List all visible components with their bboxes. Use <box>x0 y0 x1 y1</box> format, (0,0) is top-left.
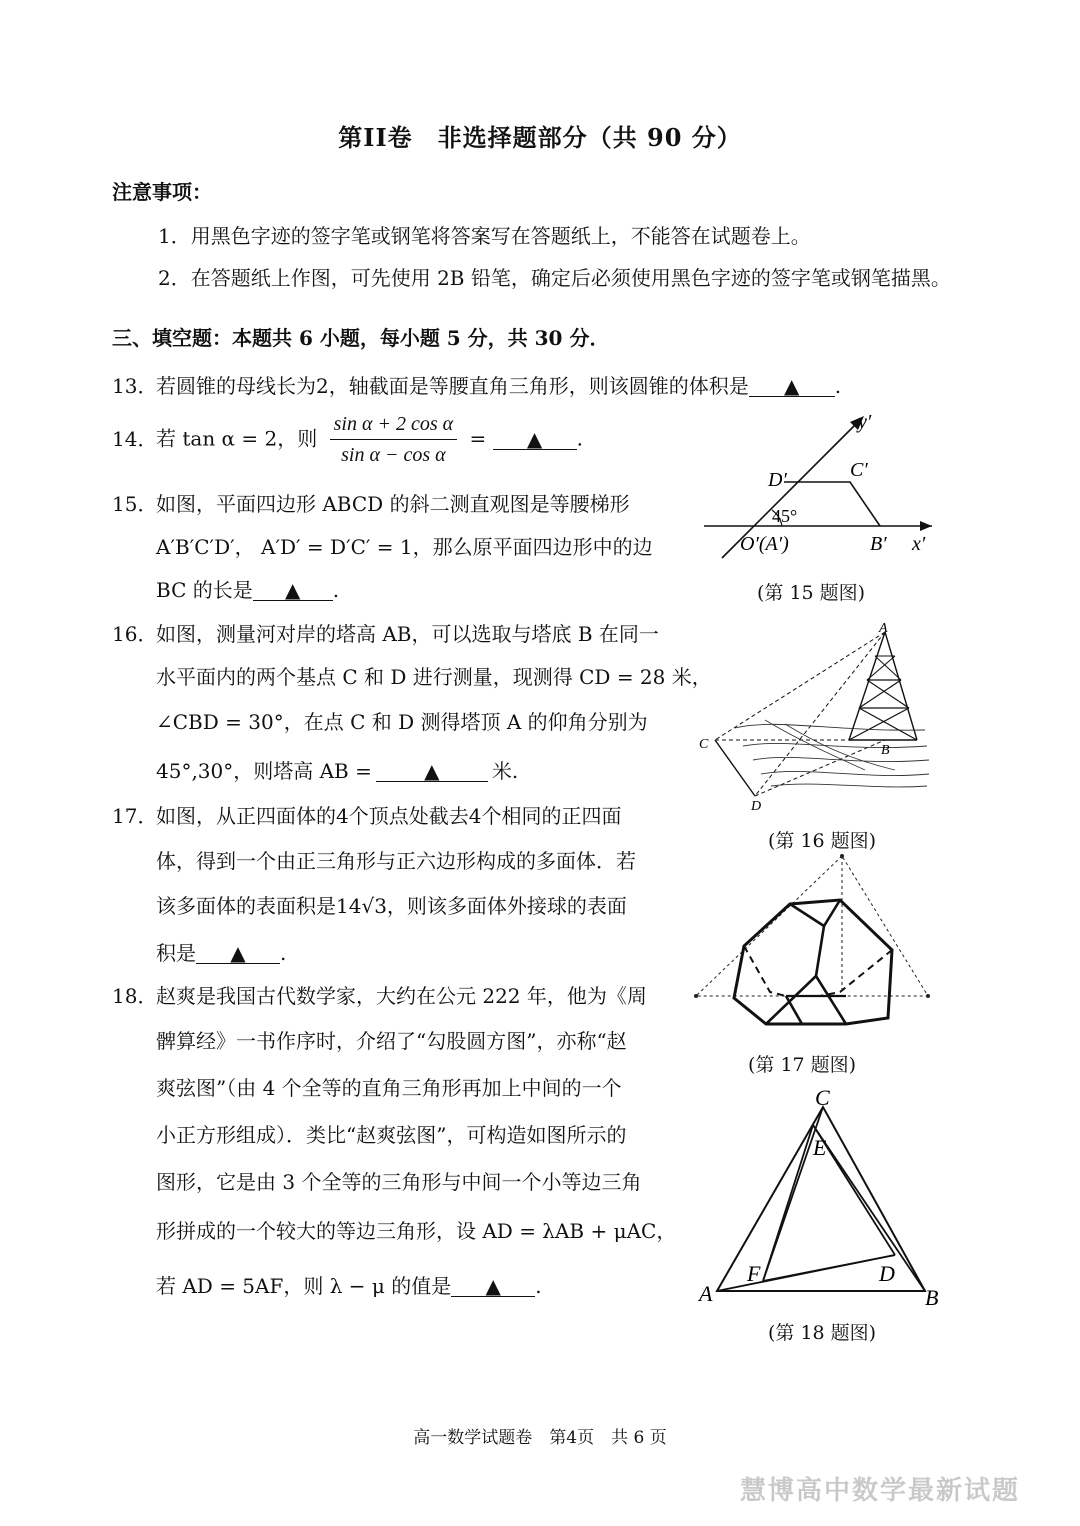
label-o: O′(A′) <box>740 533 789 555</box>
question-17 <box>112 800 621 829</box>
label-b: B <box>881 743 890 758</box>
question-line: 若 AD = 5AF，则 λ − μ 的值是 <box>156 1274 452 1298</box>
question-line: 图形，它是由 3 个全等的三角形与中间一个小等边三角 <box>156 1170 642 1194</box>
question-end: . <box>332 578 340 602</box>
question-line-last <box>156 755 518 784</box>
question-text: 若 tan α = 2，则 <box>156 426 318 451</box>
answer-blank: ▲ <box>749 376 835 397</box>
label-b: B′ <box>870 533 887 555</box>
label-d: D′ <box>768 469 787 491</box>
question-number: 16． <box>112 622 158 646</box>
question-line: 如图，平面四边形 ABCD 的斜二测直观图是等腰梯形 <box>156 492 630 516</box>
question-line: 形拼成的一个较大的等边三角形，设 AD = λAB + μAC， <box>156 1219 677 1243</box>
question-line: 积是 <box>156 941 196 965</box>
label-b: B <box>925 1285 939 1310</box>
question-line: 赵爽是我国古代数学家，大约在公元 222 年，他为《周 <box>156 984 647 1008</box>
question-line: 水平面内的两个基点 C 和 D 进行测量，现测得 CD = 28 米， <box>156 665 712 689</box>
label-x-axis: x′ <box>912 533 926 555</box>
question-15 <box>112 488 630 517</box>
question-line: 小正方形组成）．类比“赵爽弦图”，可构造如图所示的 <box>156 1123 627 1147</box>
question-line: 髀算经》一书作序时，介绍了“勾股圆方图”，亦称“赵 <box>156 1029 627 1053</box>
question-14 <box>112 413 583 467</box>
fraction <box>330 413 458 467</box>
figure-18-caption: (第 18 题图) <box>768 1322 877 1344</box>
question-16 <box>112 618 659 647</box>
label-y-axis: y′ <box>858 411 872 433</box>
question-line: 体，得到一个由正三角形与正六边形构成的多面体．若 <box>156 849 636 873</box>
equals-sign: = <box>469 426 487 451</box>
question-line: 如图，从正四面体的4个顶点处截去4个相同的正四面 <box>156 804 622 828</box>
label-a: A <box>879 621 888 636</box>
question-line: 爽弦图”（由 4 个全等的直角三角形再加上中间的一个 <box>156 1076 622 1100</box>
question-line: 45°,30°，则塔高 AB = <box>156 759 372 783</box>
figure-15 <box>700 410 940 590</box>
figure-15-caption: (第 15 题图) <box>757 582 866 604</box>
question-18 <box>112 980 647 1009</box>
question-line-last <box>156 937 286 966</box>
figure-18 <box>695 1085 945 1315</box>
question-line-last <box>156 1270 542 1299</box>
figure-17 <box>690 852 930 1052</box>
page-footer: 高一数学试题卷 第4页 共 6 页 <box>413 1428 667 1448</box>
figure-17-caption: (第 17 题图) <box>748 1054 857 1076</box>
notice-heading: 注意事项： <box>112 180 212 204</box>
question-end: . <box>834 374 842 398</box>
question-end: 米. <box>491 759 519 783</box>
question-line: BC 的长是 <box>156 578 253 602</box>
question-line: ∠CBD = 30°，在点 C 和 D 测得塔顶 A 的仰角分别为 <box>156 710 648 734</box>
answer-blank: ▲ <box>196 943 280 964</box>
section-heading: 三、填空题：本题共 6 小题，每小题 5 分，共 30 分． <box>112 326 610 350</box>
notice-item-2: 2．在答题纸上作图，可先使用 2B 铅笔，确定后必须使用黑色字迹的签字笔或钢笔描黑。 <box>158 266 951 290</box>
notice-item-1: 1．用黑色字迹的签字笔或钢笔将答案写在答题纸上，不能答在试题卷上。 <box>158 224 811 248</box>
question-text: 若圆锥的母线长为2，轴截面是等腰直角三角形，则该圆锥的体积是 <box>156 374 749 398</box>
answer-blank: ▲ <box>253 580 333 601</box>
question-number: 15． <box>112 492 158 516</box>
answer-blank: ▲ <box>376 761 488 782</box>
label-angle: 45° <box>772 506 798 526</box>
label-c: C <box>815 1085 830 1110</box>
fraction-denominator: sin α − cos α <box>341 444 446 466</box>
question-line-last <box>156 574 339 603</box>
question-number: 18． <box>112 984 158 1008</box>
label-f: F <box>747 1261 761 1286</box>
figure-16-caption: (第 16 题图) <box>768 830 877 852</box>
answer-blank: ▲ <box>451 1276 535 1297</box>
question-line: 如图，测量河对岸的塔高 AB，可以选取与塔底 B 在同一 <box>156 622 659 646</box>
label-a: A <box>699 1281 713 1306</box>
question-line: 该多面体的表面积是14√3，则该多面体外接球的表面 <box>156 894 627 918</box>
question-13 <box>112 370 841 399</box>
fraction-numerator: sin α + 2 cos α <box>330 413 458 440</box>
label-c: C <box>699 737 709 752</box>
label-d: D <box>879 1261 895 1286</box>
page-title: 第II卷 非选择题部分（共 90 分） <box>338 123 742 152</box>
question-end: . <box>280 941 287 965</box>
question-end: . <box>576 426 583 451</box>
figure-16 <box>695 620 935 820</box>
question-number: 13． <box>112 374 158 398</box>
answer-blank: ▲ <box>493 429 577 450</box>
label-e: E <box>813 1135 827 1160</box>
question-number: 17． <box>112 804 158 828</box>
label-c: C′ <box>850 459 868 481</box>
question-end: . <box>535 1274 542 1298</box>
question-number: 14． <box>112 426 158 451</box>
watermark: 慧博高中数学最新试题 <box>740 1476 1021 1506</box>
label-d: D <box>751 799 762 814</box>
question-line: A′B′C′D′， A′D′ = D′C′ = 1，那么原平面四边形中的边 <box>156 535 653 559</box>
